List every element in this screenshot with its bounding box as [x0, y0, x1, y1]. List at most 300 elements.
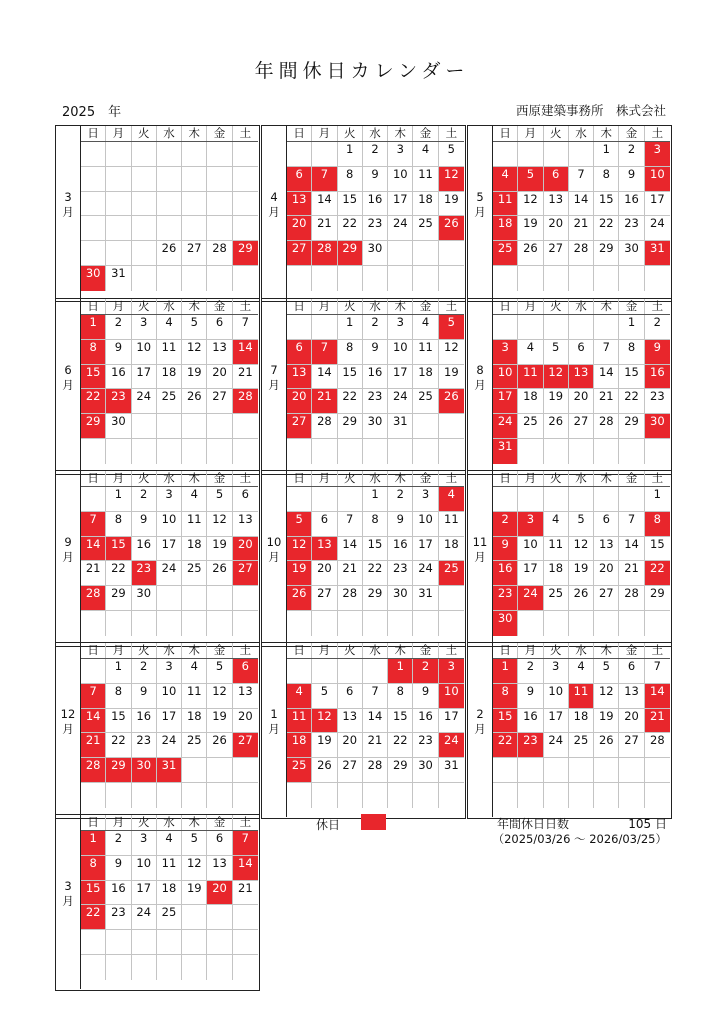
week-row — [81, 561, 258, 586]
day-cell — [518, 266, 543, 291]
day-cell: 4 — [518, 340, 543, 364]
day-cell: 19 — [182, 365, 207, 389]
day-cell — [106, 783, 131, 808]
day-cell: 24 — [544, 733, 569, 757]
day-cell — [132, 241, 157, 265]
day-cell: 9 — [106, 856, 131, 880]
month-block — [261, 125, 466, 302]
day-cell — [518, 315, 543, 339]
day-cell: 25 — [413, 216, 438, 240]
day-cell — [569, 266, 594, 291]
week-row — [493, 758, 670, 783]
day-cell: 8 — [106, 684, 131, 708]
holiday-day-cell: 15 — [493, 709, 518, 733]
holiday-day-cell: 4 — [439, 487, 464, 511]
day-cell — [518, 439, 543, 464]
day-cell: 1 — [106, 487, 131, 511]
day-cell — [233, 167, 258, 191]
week-row — [81, 216, 258, 241]
week-row — [287, 758, 464, 783]
day-cell — [388, 439, 413, 464]
day-cell: 3 — [132, 315, 157, 339]
day-cell — [182, 955, 207, 980]
year-label: 2025 年 — [62, 105, 122, 120]
weekday-header: 日 — [493, 643, 518, 658]
holiday-day-cell: 23 — [493, 586, 518, 610]
day-cell: 23 — [363, 216, 388, 240]
day-cell: 4 — [413, 142, 438, 166]
weekday-header: 火 — [132, 126, 157, 141]
calendar-period: （2025/03/26 ～ 2026/03/25） — [492, 832, 667, 846]
day-cell — [233, 905, 258, 929]
day-cell: 12 — [518, 192, 543, 216]
day-cell: 21 — [338, 561, 363, 585]
day-cell: 17 — [388, 365, 413, 389]
weekday-header-row — [493, 126, 670, 142]
day-cell: 26 — [207, 733, 232, 757]
holiday-day-cell: 1 — [81, 831, 106, 855]
weekday-header-row — [493, 643, 670, 659]
weekday-header: 月 — [312, 126, 337, 141]
day-cell — [233, 611, 258, 636]
day-cell: 17 — [650, 191, 665, 206]
day-cell: 27 — [619, 733, 644, 757]
weekday-header: 月 — [312, 643, 337, 658]
holiday-day-cell: 26 — [439, 389, 464, 413]
day-cell — [439, 241, 464, 265]
holiday-day-cell: 8 — [81, 856, 106, 880]
day-cell — [544, 611, 569, 636]
day-cell — [594, 487, 619, 511]
day-cell: 2 — [106, 831, 131, 855]
day-cell: 13 — [544, 192, 569, 216]
day-cell: 27 — [338, 758, 363, 782]
month-day-grid — [80, 299, 258, 473]
day-cell: 24 — [157, 733, 182, 757]
day-cell — [594, 266, 619, 291]
weekday-header: 木 — [182, 643, 207, 658]
weekday-header: 火 — [338, 299, 363, 314]
day-cell — [338, 783, 363, 808]
holiday-day-cell: 31 — [157, 758, 182, 782]
day-cell — [544, 142, 569, 166]
day-cell — [233, 414, 258, 438]
day-cell: 31 — [388, 414, 413, 438]
day-cell: 26 — [182, 389, 207, 413]
day-cell: 5 — [182, 831, 207, 855]
day-cell: 23 — [363, 389, 388, 413]
holiday-day-cell: 14 — [645, 684, 670, 708]
day-cell: 8 — [388, 684, 413, 708]
day-cell — [233, 783, 258, 808]
week-row — [493, 684, 670, 709]
holiday-day-cell: 4 — [493, 167, 518, 191]
week-row — [493, 365, 670, 390]
day-cell: 29 — [363, 586, 388, 610]
day-cell: 18 — [413, 365, 438, 389]
day-cell — [569, 758, 594, 782]
week-row — [287, 684, 464, 709]
weekday-header: 木 — [594, 471, 619, 486]
day-cell — [132, 167, 157, 191]
day-cell: 1 — [653, 487, 661, 501]
day-cell: 16 — [518, 709, 543, 733]
weekday-header: 金 — [207, 815, 232, 830]
week-row — [81, 586, 258, 611]
weekday-header: 木 — [594, 643, 619, 658]
week-row — [81, 930, 258, 955]
annual-holiday-count-label: 年間休日日数 — [497, 817, 570, 831]
holiday-day-cell: 7 — [312, 340, 337, 364]
weekday-header-row — [287, 299, 464, 315]
day-cell: 2 — [132, 659, 157, 683]
holiday-day-cell: 2 — [493, 512, 518, 536]
weekday-header: 日 — [493, 299, 518, 314]
holiday-day-cell: 22 — [81, 905, 106, 929]
day-cell — [569, 783, 594, 808]
day-cell: 21 — [238, 880, 253, 895]
month-block — [55, 814, 260, 991]
day-cell — [363, 611, 388, 636]
day-cell: 3 — [413, 487, 438, 511]
day-cell: 19 — [182, 881, 207, 905]
day-cell: 2 — [619, 142, 644, 166]
holiday-day-cell: 12 — [312, 709, 337, 733]
day-cell — [619, 266, 644, 291]
week-row — [493, 167, 670, 192]
week-row — [81, 783, 258, 808]
month-label: 1 月 — [268, 707, 280, 736]
month-block — [261, 642, 466, 819]
weekday-header: 日 — [287, 643, 312, 658]
week-row — [81, 611, 258, 636]
day-cell — [619, 439, 644, 464]
day-cell — [157, 192, 182, 216]
holiday-day-cell: 29 — [81, 414, 106, 438]
day-cell — [182, 905, 207, 929]
day-cell — [493, 315, 518, 339]
day-cell: 11 — [544, 537, 569, 561]
holiday-day-cell: 30 — [132, 758, 157, 782]
day-cell: 10 — [132, 856, 157, 880]
day-cell: 10 — [132, 340, 157, 364]
weekday-header: 日 — [81, 299, 106, 314]
day-cell: 21 — [619, 561, 644, 585]
day-cell — [413, 414, 438, 438]
weekday-header: 土 — [239, 299, 252, 313]
day-cell — [413, 241, 438, 265]
day-cell: 5 — [182, 315, 207, 339]
day-cell: 14 — [619, 537, 644, 561]
day-cell — [645, 439, 670, 464]
day-cell — [106, 192, 131, 216]
week-row — [287, 142, 464, 167]
day-cell: 6 — [338, 684, 363, 708]
holiday-day-cell: 12 — [439, 167, 464, 191]
holiday-day-cell: 6 — [544, 167, 569, 191]
holiday-day-cell: 24 — [439, 733, 464, 757]
weekday-header-row — [81, 471, 258, 487]
day-cell — [544, 315, 569, 339]
day-cell — [619, 487, 644, 511]
day-cell: 25 — [157, 905, 182, 929]
weekday-header: 水 — [569, 471, 594, 486]
weekday-header-row — [81, 815, 258, 831]
day-cell — [132, 266, 157, 291]
day-cell: 29 — [619, 414, 644, 438]
day-cell: 7 — [241, 315, 249, 329]
day-cell — [81, 487, 106, 511]
day-cell: 1 — [363, 487, 388, 511]
holiday-day-cell: 24 — [493, 414, 518, 438]
week-row — [81, 733, 258, 758]
day-cell: 4 — [182, 659, 207, 683]
day-cell — [518, 487, 543, 511]
day-cell — [81, 659, 106, 683]
day-cell: 18 — [413, 192, 438, 216]
day-cell: 6 — [241, 487, 249, 501]
weekday-header: 木 — [182, 126, 207, 141]
day-cell — [157, 930, 182, 954]
day-cell: 9 — [518, 684, 543, 708]
day-cell: 13 — [207, 856, 232, 880]
day-cell: 30 — [413, 758, 438, 782]
day-cell: 18 — [444, 536, 459, 551]
holiday-day-cell: 29 — [106, 758, 131, 782]
day-cell: 5 — [312, 684, 337, 708]
day-cell: 11 — [182, 684, 207, 708]
day-cell — [544, 758, 569, 782]
day-cell — [233, 586, 258, 610]
holiday-day-cell: 3 — [518, 512, 543, 536]
day-cell — [645, 266, 670, 291]
day-cell: 26 — [569, 586, 594, 610]
day-cell — [182, 783, 207, 808]
weekday-header: 日 — [493, 126, 518, 141]
day-cell: 2 — [518, 659, 543, 683]
day-cell — [594, 315, 619, 339]
day-cell: 25 — [182, 733, 207, 757]
day-cell: 21 — [238, 364, 253, 379]
holiday-day-cell: 5 — [518, 167, 543, 191]
day-cell: 6 — [207, 315, 232, 339]
weekday-header: 金 — [207, 643, 232, 658]
month-label: 8 月 — [474, 363, 486, 392]
day-cell: 29 — [338, 414, 363, 438]
weekday-header: 日 — [287, 471, 312, 486]
day-cell — [388, 783, 413, 808]
day-cell: 27 — [569, 414, 594, 438]
day-cell — [207, 266, 232, 291]
week-row — [287, 216, 464, 241]
month-label: 6 月 — [62, 363, 74, 392]
holiday-day-cell: 21 — [645, 709, 670, 733]
weekday-header: 金 — [207, 126, 232, 141]
day-cell: 9 — [363, 167, 388, 191]
holiday-day-cell: 8 — [81, 340, 106, 364]
day-cell — [413, 783, 438, 808]
day-cell: 17 — [157, 537, 182, 561]
day-cell: 23 — [132, 733, 157, 757]
week-row — [493, 611, 670, 636]
day-cell: 8 — [363, 512, 388, 536]
holiday-day-cell: 13 — [312, 537, 337, 561]
week-row — [81, 266, 258, 291]
day-cell: 28 — [338, 586, 363, 610]
day-cell — [182, 611, 207, 636]
day-cell: 9 — [619, 167, 644, 191]
day-cell: 12 — [182, 856, 207, 880]
holiday-day-cell: 31 — [645, 241, 670, 265]
day-cell — [106, 167, 131, 191]
day-cell — [207, 783, 232, 808]
weekday-header: 水 — [157, 643, 182, 658]
weekday-header-row — [81, 643, 258, 659]
weekday-header: 水 — [157, 126, 182, 141]
day-cell: 17 — [388, 192, 413, 216]
month-block — [55, 470, 260, 647]
day-cell: 22 — [619, 389, 644, 413]
week-row — [493, 561, 670, 586]
day-cell: 15 — [363, 537, 388, 561]
day-cell: 3 — [388, 315, 413, 339]
day-cell: 15 — [388, 709, 413, 733]
legend-swatch — [361, 814, 386, 830]
month-day-grid — [286, 126, 464, 300]
day-cell — [287, 142, 312, 166]
month-day-grid — [80, 815, 258, 989]
week-row — [287, 537, 464, 562]
day-cell — [157, 414, 182, 438]
day-cell: 5 — [544, 340, 569, 364]
holiday-day-cell: 7 — [312, 167, 337, 191]
day-cell — [338, 659, 363, 683]
week-row — [81, 167, 258, 192]
day-cell: 18 — [544, 561, 569, 585]
day-cell — [544, 487, 569, 511]
holiday-day-cell: 14 — [233, 856, 258, 880]
day-cell — [594, 758, 619, 782]
week-row — [287, 192, 464, 217]
day-cell — [207, 192, 232, 216]
month-label: 5 月 — [474, 190, 486, 219]
day-cell: 27 — [544, 241, 569, 265]
month-label: 9 月 — [62, 535, 74, 564]
holiday-day-cell: 26 — [439, 216, 464, 240]
day-cell: 13 — [207, 340, 232, 364]
day-cell: 4 — [157, 831, 182, 855]
day-cell — [388, 611, 413, 636]
day-cell — [312, 487, 337, 511]
day-cell — [439, 266, 464, 291]
day-cell — [287, 439, 312, 464]
week-row — [81, 881, 258, 906]
holiday-day-cell: 24 — [518, 586, 543, 610]
holiday-day-cell: 1 — [81, 315, 106, 339]
day-cell: 16 — [388, 537, 413, 561]
weekday-header: 月 — [106, 815, 131, 830]
day-cell: 21 — [312, 216, 337, 240]
weekday-header: 土 — [651, 471, 664, 485]
holiday-day-cell: 14 — [81, 709, 106, 733]
day-cell: 16 — [413, 709, 438, 733]
month-day-grid — [80, 643, 258, 817]
day-cell: 19 — [518, 216, 543, 240]
day-cell: 20 — [338, 733, 363, 757]
day-cell: 2 — [106, 315, 131, 339]
day-cell: 13 — [238, 683, 253, 698]
week-row — [287, 611, 464, 636]
weekday-header: 月 — [106, 471, 131, 486]
day-cell: 23 — [650, 389, 665, 404]
day-cell — [182, 167, 207, 191]
weekday-header: 火 — [338, 643, 363, 658]
holiday-day-cell: 8 — [493, 684, 518, 708]
day-cell: 21 — [81, 561, 106, 585]
holiday-day-cell: 20 — [287, 389, 312, 413]
day-cell — [569, 487, 594, 511]
month-day-grid — [80, 471, 258, 645]
day-cell: 14 — [594, 365, 619, 389]
day-cell — [207, 439, 232, 464]
month-block — [467, 298, 672, 475]
holiday-day-cell: 7 — [233, 831, 258, 855]
holiday-day-cell: 7 — [81, 512, 106, 536]
day-cell: 27 — [312, 586, 337, 610]
day-cell: 31 — [413, 586, 438, 610]
day-cell: 1 — [338, 315, 363, 339]
weekday-header: 日 — [81, 815, 106, 830]
weekday-header: 水 — [569, 643, 594, 658]
day-cell — [132, 930, 157, 954]
day-cell: 16 — [619, 192, 644, 216]
day-cell: 4 — [182, 487, 207, 511]
day-cell: 2 — [363, 142, 388, 166]
week-row — [493, 216, 670, 241]
month-label: 4 月 — [268, 190, 280, 219]
holiday-day-cell: 20 — [233, 537, 258, 561]
week-row — [493, 733, 670, 758]
day-cell: 1 — [338, 142, 363, 166]
holiday-day-cell: 22 — [81, 389, 106, 413]
day-cell: 14 — [312, 192, 337, 216]
week-row — [81, 340, 258, 365]
weekday-header: 日 — [81, 643, 106, 658]
day-cell — [388, 266, 413, 291]
weekday-header: 月 — [518, 126, 543, 141]
day-cell — [312, 659, 337, 683]
day-cell: 29 — [650, 586, 665, 601]
weekday-header: 木 — [594, 126, 619, 141]
week-row — [81, 241, 258, 266]
weekday-header: 日 — [81, 126, 106, 141]
weekday-header: 日 — [493, 471, 518, 486]
week-row — [81, 684, 258, 709]
day-cell: 30 — [363, 241, 388, 265]
day-cell: 9 — [413, 684, 438, 708]
holiday-day-cell: 3 — [493, 340, 518, 364]
holiday-day-cell: 13 — [569, 365, 594, 389]
day-cell: 29 — [388, 758, 413, 782]
day-cell: 14 — [569, 192, 594, 216]
weekday-header: 日 — [287, 299, 312, 314]
day-cell — [132, 142, 157, 166]
day-cell: 22 — [106, 561, 131, 585]
day-cell: 18 — [569, 709, 594, 733]
week-row — [287, 709, 464, 734]
day-cell — [157, 167, 182, 191]
holiday-day-cell: 27 — [233, 733, 258, 757]
